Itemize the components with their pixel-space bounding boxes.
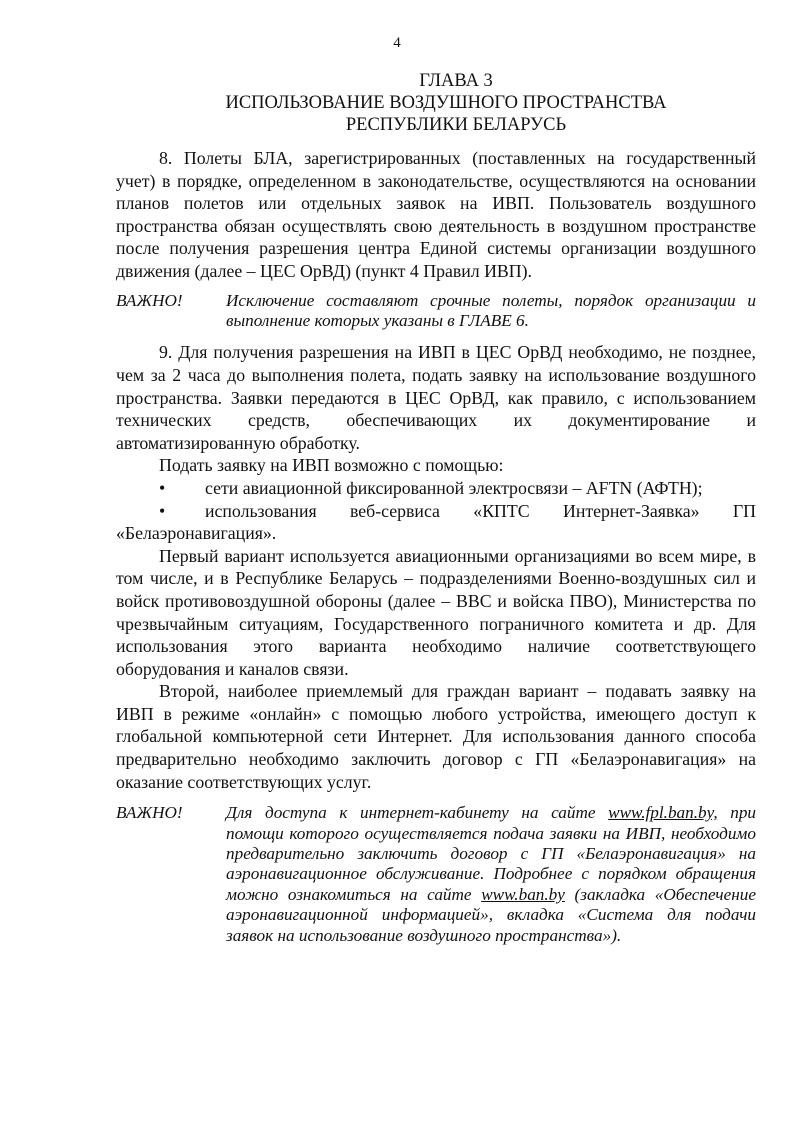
bullet-item-aftn bbox=[116, 477, 756, 500]
paragraph-first-variant: Первый вариант используется авиационными организациями во всем мире, в том числе, и в Республике Беларусь – подразделениями Военно-воздушных сил и войск противовоздушной обороны (далее – ВВС и войска ПВО), Министерства по чрезвычайным ситуациям, Государственного пограничного комитета и др. Для использования этого варианта необходимо наличие соответствующего оборудования и каналов связи. bbox=[116, 545, 756, 679]
note-text-part-2: при помощи которого осуществляется подача заявки на ИВП, необходимо предварительно заключить договор с ГП «Белаэронавигация» на аэронавигационное обслуживание. Подробнее с порядком обращения можно ознакомиться на сайте bbox=[226, 803, 757, 904]
bullet-item-web-service bbox=[116, 500, 756, 545]
note-label: ВАЖНО! bbox=[116, 290, 183, 310]
page-number: 4 bbox=[393, 35, 401, 51]
chapter-title-line-1: ИСПОЛЬЗОВАНИЕ ВОЗДУШНОГО ПРОСТРАНСТВА bbox=[225, 93, 667, 113]
chapter-heading bbox=[120, 70, 760, 136]
bullet-icon: • bbox=[159, 500, 166, 521]
note-label: ВАЖНО! bbox=[116, 803, 183, 823]
note-text-part-1: Для доступа к интернет-кабинету на сайте bbox=[226, 803, 609, 823]
note-text: Исключение составляют срочные полеты, порядок организации и выполнение которых указаны в ГЛАВЕ 6. bbox=[226, 290, 756, 330]
chapter-number: ГЛАВА 3 bbox=[419, 71, 493, 91]
bullet-icon: • bbox=[159, 477, 166, 498]
note-text bbox=[226, 803, 756, 946]
note-text-part-3: (закладка «Обеспечение аэронавигационной информацией», вкладка «Система для подачи заявок на использование воздушного пространства»). bbox=[226, 884, 756, 945]
link-fpl-ban-by[interactable]: www.fpl.ban.by, bbox=[608, 803, 718, 823]
paragraph-second-variant: Второй, наиболее приемлемый для граждан вариант – подавать заявку на ИВП в режиме «онлайн» с помощью любого устройства, имеющего доступ к глобальной компьютерной сети Интернет. Для использования данного способа предварительно необходимо заключить договор с ГП «Белаэронавигация» на оказание соответствующих услуг. bbox=[116, 681, 756, 792]
chapter-title-line-2: РЕСПУБЛИКИ БЕЛАРУСЬ bbox=[345, 115, 567, 135]
bullet-text: сети авиационной фиксированной электросвязи – AFTN (АФТН); bbox=[205, 477, 703, 498]
link-ban-by[interactable]: www.ban.by bbox=[481, 884, 565, 904]
important-note-2 bbox=[116, 803, 756, 946]
document-body bbox=[116, 147, 756, 946]
paragraph-8: 8. Полеты БЛА, зарегистрированных (поставленных на государственный учет) в порядке, определенном в законодательстве, осуществляются на основании планов полетов или отдельных заявок на ИВП. Пользователь воздушного пространства обязан осуществлять свою деятельность в воздушном пространстве после получения разрешения центра Единой системы организации воздушного движения (далее – ЦЕС ОрВД) (пункт 4 Правил ИВП). bbox=[116, 148, 756, 281]
paragraph-9: 9. Для получения разрешения на ИВП в ЦЕС ОрВД необходимо, не позднее, чем за 2 часа до выполнения полета, подать заявку на использование воздушного пространства. Заявки передаются в ЦЕС ОрВД, как правило, с использованием технических средств, обеспечивающих их документирование и автоматизированную обработку. bbox=[116, 342, 756, 453]
paragraph-submit-methods: Подать заявку на ИВП возможно с помощью: bbox=[159, 455, 504, 476]
bullet-text: использования веб-сервиса «КПТС Интернет-Заявка» ГП «Белаэронавигация». bbox=[116, 500, 756, 544]
important-note-1 bbox=[116, 291, 756, 332]
